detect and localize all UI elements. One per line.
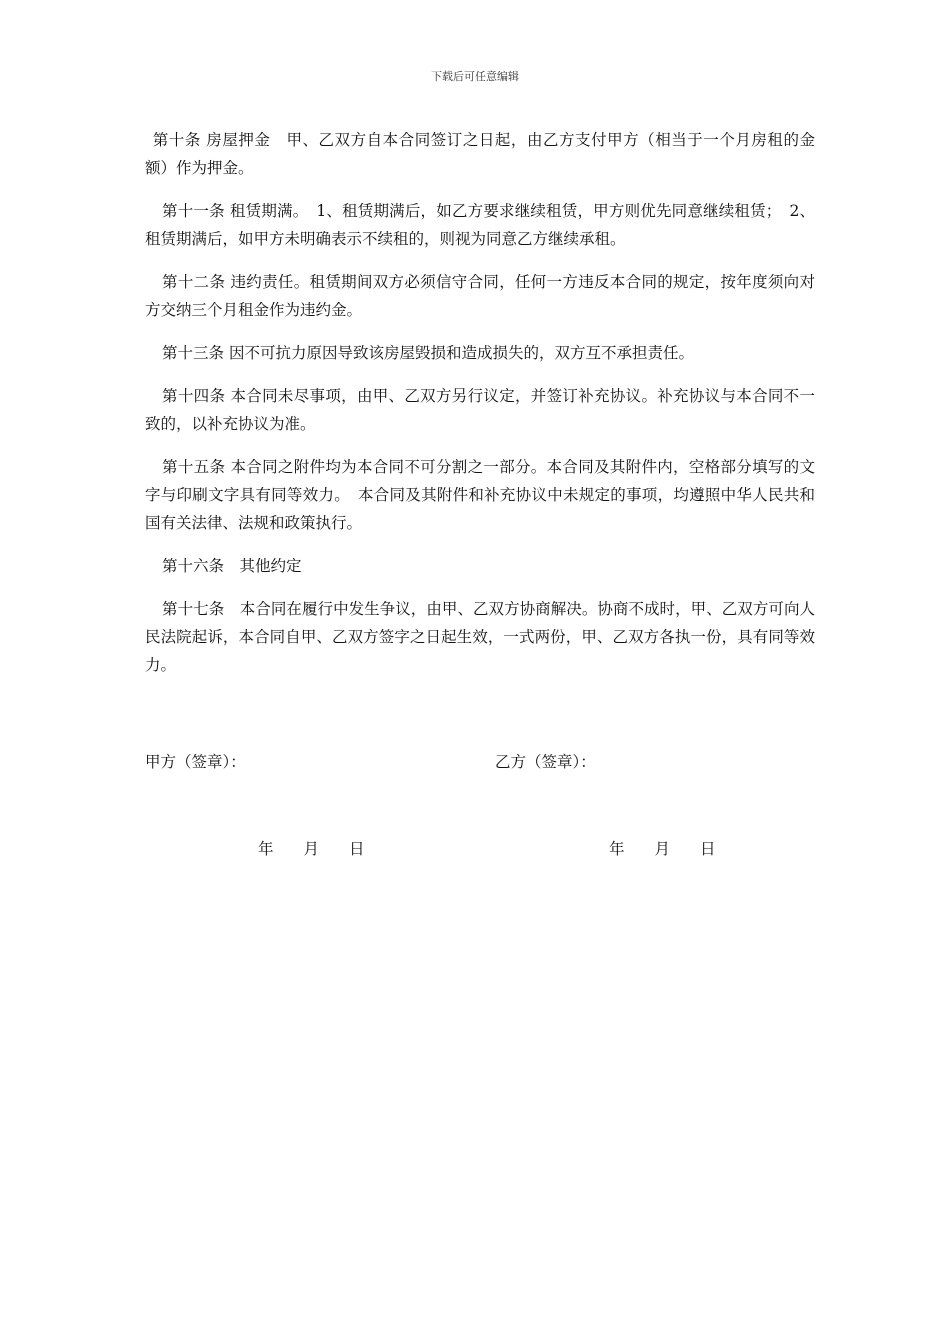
date-day-label: 日 xyxy=(700,840,716,858)
contract-body xyxy=(145,126,815,694)
clause-11: 第十一条 租赁期满。 1、租赁期满后，如乙方要求继续租赁，甲方则优先同意继续租赁； 2、租赁期满后，如甲方未明确表示不续租的，则视为同意乙方继续承租。 xyxy=(145,202,815,248)
clause-10: 第十条 房屋押金 甲、乙双方自本合同签订之日起，由乙方支付甲方（相当于一个月房租的金额）作为押金。 xyxy=(145,131,815,177)
clause-13: 第十三条 因不可抗力原因导致该房屋毁损和造成损失的，双方互不承担责任。 xyxy=(162,344,694,362)
clause-15: 第十五条 本合同之附件均为本合同不可分割之一部分。本合同及其附件内，空格部分填写的文字与印刷文字具有同等效力。 本合同及其附件和补充协议中未规定的事项，均遵照中华人民共和国有关法律、法规和政策执行。 xyxy=(145,458,815,532)
date-day-label: 日 xyxy=(349,840,365,858)
clause-17: 第十七条 本合同在履行中发生争议，由甲、乙双方协商解决。协商不成时，甲、乙双方可向人民法院起诉，本合同自甲、乙双方签字之日起生效，一式两份，甲、乙双方各执一份，具有同等效力。 xyxy=(145,600,815,674)
clause-16: 第十六条 其他约定 xyxy=(162,557,302,575)
page-header: 下载后可任意编辑 xyxy=(431,70,519,83)
date-month-label: 月 xyxy=(654,840,671,858)
party-a-signature-label: 甲方（签章）： xyxy=(145,753,246,771)
date-year-label: 年 xyxy=(609,840,625,858)
date-month-label: 月 xyxy=(303,840,320,858)
date-year-label: 年 xyxy=(258,840,274,858)
clause-14: 第十四条 本合同未尽事项，由甲、乙双方另行议定，并签订补充协议。补充协议与本合同不一致的，以补充协议为准。 xyxy=(145,387,815,433)
party-b-date xyxy=(609,837,716,859)
clause-12: 第十二条 违约责任。租赁期间双方必须信守合同，任何一方违反本合同的规定，按年度须向对方交纳三个月租金作为违约金。 xyxy=(145,273,815,319)
party-a-date xyxy=(258,837,365,859)
party-b-signature-label: 乙方（签章）： xyxy=(495,753,596,771)
